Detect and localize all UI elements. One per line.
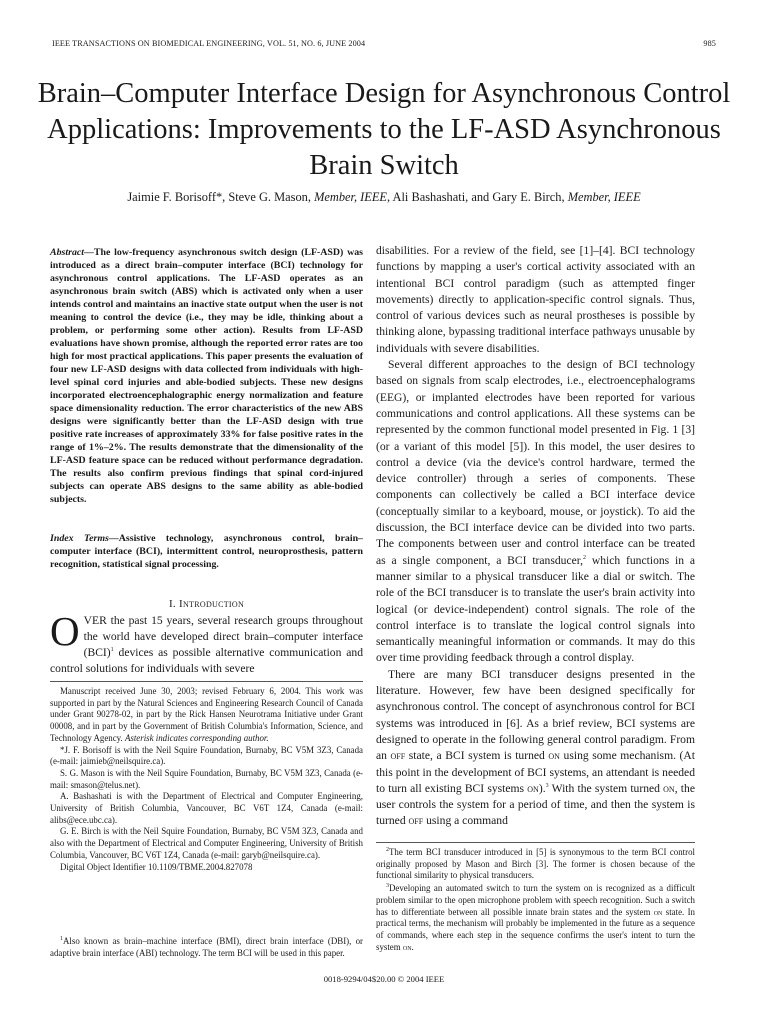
- footnote-divider-left: [50, 681, 363, 682]
- right-column-body: [376, 243, 695, 830]
- running-header: [52, 39, 716, 48]
- paragraph-3-text-c: using some mechanism. (At this point in the development of BCI systems, an attendant is needed to turn all existing BCI systems: [376, 749, 696, 795]
- footnote-3-text-c: .: [411, 941, 414, 952]
- footnotes-left: [50, 686, 363, 873]
- paragraph-3-text-a: There are many BCI transducer designs presented in the literature. However, few have been designed specifically for asynchronous control. The concept of asynchronous control for BCI systems was introduced in [6]. As a brief review, BCI systems are designed to operate in the following general control paradigm. From an: [376, 667, 695, 763]
- doi-line: Digital Object Identifier 10.1109/TBME.2004.827078: [60, 861, 253, 872]
- footnote-ref-3[interactable]: 3: [545, 782, 549, 789]
- footnote-divider-right: [376, 842, 695, 843]
- manuscript-note: [50, 686, 363, 745]
- manuscript-text: Manuscript received June 30, 2003; revised February 6, 2004. This work was supported in part by the Natural Sciences and Engineering Research Council of Canada under Grant 90278-02, in part by the Rick Hansen Neurotrama Initiative under Grant 00008, and in part by the Government of British Columbia's Information, Science, and Technology Agency.: [50, 686, 363, 743]
- paragraph-3-text-e: With the system turned: [548, 781, 664, 795]
- footnote-3-text-b: state. In practical terms, the mechanism will probably be implemented in the future as a sequence of commands, where each step in the sequence confirms the user's intent to turn the system: [376, 906, 695, 952]
- abstract: [50, 246, 363, 506]
- intro-text-1: the past 15 years, several research groups throughout the world have developed direct brain–computer interface (BCI): [83, 614, 363, 659]
- paragraph-2: [376, 357, 695, 667]
- intro-first-word: VER: [83, 614, 107, 627]
- paper-title: Brain–Computer Interface Design for Asynchronous Control Applications: Improvements to the LF-ASD Asynchronous Brain Switch: [37, 78, 731, 181]
- journal-header: IEEE TRANSACTIONS ON BIOMEDICAL ENGINEERING, VOL. 51, NO. 6, JUNE 2004: [52, 39, 366, 48]
- copyright-footer: 0018-9294/04$20.00 © 2004 IEEE: [323, 974, 445, 984]
- paragraph-3-text-g: using a command: [423, 814, 508, 828]
- mason-affiliation: S. G. Mason is with the Neil Squire Foundation, Burnaby, BC V5M 3Z3, Canada (e-mail: smason@telus.net).: [50, 767, 363, 790]
- author-role-2: Member, IEEE: [567, 190, 641, 204]
- footnote-mark-3: 3: [386, 883, 389, 890]
- footnote-2-text: The term BCI transducer introduced in [5] is synonymous to the term BCI control originally proposed by Mason and Birch [3]. The former is chosen because of the functional similarity to physical transducers.: [376, 847, 695, 881]
- abstract-label: Abstract—: [50, 247, 94, 258]
- author-names-2: , Ali Bashashati, and Gary E. Birch,: [387, 190, 565, 204]
- abstract-text: The low-frequency asynchronous switch design (LF-ASD) was introduced as a direct brain–computer interface (BCI) technology for asynchronous control applications. The LF-ASD operates as an asynchronous brain switch (ABS) which is activated only when a user intends control and maintains an inactive state output when the user is not meaning to control the device (i.e., they may be idle, thinking about a problem, or performing some other action). Results from LF-ASD evaluations have shown promise, although the reported error rates are too high for most practical applications. This paper presents the evaluation of four new LF-ASD designs with data collected from individuals with high-level spinal cord injuries and able-bodied subjects. These new designs incorporated electroencephalographic energy normalization and feature space dimensionality reduction. The error characteristics of the new ABS designs were significantly better than the LF-ASD design with true positive rate increases of approximately 33% for false positive rates in the range of 1%–2%. The results demonstrate that the dimensionality of the LF-ASD feature space can be reduced without performance degradation. The results also confirm previous findings that spinal cord-injured subjects can operate ABS designs to the same ability as able-bodied subjects.: [50, 247, 363, 505]
- off-term-2: off: [408, 814, 424, 828]
- footnote-1-text: Also known as brain–machine interface (BMI), direct brain interface (DBI), or adaptive brain interface (ABI) technology. The term BCI will be used in this paper.: [50, 936, 363, 958]
- footnote-ref-2[interactable]: 2: [583, 554, 587, 561]
- intro-paragraph: [50, 608, 363, 677]
- section-number: I.: [168, 598, 176, 610]
- page-number: 985: [703, 39, 716, 48]
- birch-affiliation: G. E. Birch is with the Neil Squire Foundation, Burnaby, BC V5M 3Z3, Canada and also with the Department of Electrical and Computer Engineering, University of British Columbia, Vancouver, BC V6T 1Z4, Canada (e-mail: garyb@neilsquire.ca).: [50, 826, 363, 860]
- index-terms: [50, 532, 363, 571]
- author-names-1: Jaimie F. Borisoff*, Steve G. Mason,: [127, 190, 311, 204]
- author-line: [30, 190, 738, 205]
- footnote-3-on-2: on: [402, 941, 412, 952]
- intro-text-2: devices as possible alternative communication and control solutions for individuals with severe: [50, 646, 363, 675]
- borisoff-affiliation: *J. F. Borisoff is with the Neil Squire Foundation, Burnaby, BC V5M 3Z3, Canada (e-mail: jaimieb@neilsquire.ca).: [50, 744, 363, 767]
- paragraph-3-text-d: ).: [538, 781, 546, 795]
- on-term-1: on: [548, 749, 560, 763]
- section-title: Introduction: [179, 598, 245, 610]
- paragraph-1: disabilities. For a review of the field, see [1]–[4]. BCI technology functions by mapping a user's cortical activity associated with an intentional BCI control paradigm (such as attempted finger movements) directly to application-specific control signals. Thus, control of various devices such as neural prostheses is possible by thinking alone, bypassing traditional interface pathways unusable by individuals with severe disabilities.: [376, 244, 695, 355]
- drop-cap: O: [50, 608, 80, 654]
- bashashati-affiliation: A. Bashashati is with the Department of Electrical and Computer Engineering, University of British Columbia, Vancouver, BC V6T 1Z4, Canada (e-mail: alibs@ece.ubc.ca).: [50, 791, 363, 825]
- author-role-1: Member, IEEE: [314, 190, 388, 204]
- paragraph-3-text-b: state, a BCI system is turned: [405, 749, 549, 763]
- footnotes-right: [376, 847, 695, 954]
- index-terms-text: Assistive technology, asynchronous control, brain–computer interface (BCI), intermittent control, neuroprosthesis, pattern recognition, statistical signal processing.: [50, 533, 363, 570]
- footnote-ref-1[interactable]: 1: [110, 647, 114, 654]
- footnote-mark-1: 1: [60, 936, 63, 943]
- footnote-mark-2: 2: [386, 847, 389, 854]
- on-term-2: on: [527, 781, 539, 795]
- asterisk-note: Asterisk indicates corresponding author.: [124, 732, 269, 743]
- footnote-3-text-a: Developing an automated switch to turn the system on is recognized as a difficult problem similar to the open microphone problem with speech recognition. Such a switch has to differentiate between all possible innate brain states and the system: [376, 883, 695, 917]
- section-heading: [50, 598, 363, 610]
- paragraph-3-text-f: , the user controls the system for a period of time, and then the system is turned: [376, 781, 695, 828]
- on-term-3: on: [663, 781, 675, 795]
- paragraph-2-text-b: which functions in a manner similar to a physical transducer like a dial or switch. The role of the BCI transducer is to translate the user's brain activity into logical (or device-independent) control signals. The role of the control interface is to translate the logical control signals into semantically meaningful information or commands. It may do this over time providing feedback through a control display.: [376, 553, 695, 665]
- footnote-2: [376, 847, 695, 882]
- off-term-1: off: [390, 749, 406, 763]
- footnote-1: [50, 936, 363, 959]
- index-terms-label: Index Terms—: [50, 533, 119, 544]
- paragraph-3: [376, 667, 695, 830]
- paragraph-2-text-a: Several different approaches to the design of BCI technology based on signals from scalp electrodes, i.e., electroencephalograms (EEG), or implanted electrodes have been reported for various communications and control applications. All these systems can be represented by the common functional model presented in Fig. 1 [3] (or a variant of this model [5]). In this model, the user desires to control a device (via the device's control hardware, termed the device controller) through a series of components. These components can collectively be called a BCI interface device (conceptually similar to a keyboard, mouse, or joystick). To aid the discussion, the BCI interface device can be divided into two parts. The components between user and control interface can be treated as a single component, a BCI transducer,: [376, 358, 695, 567]
- footnote-3-on-1: on: [653, 906, 663, 917]
- footnote-3: [376, 883, 695, 953]
